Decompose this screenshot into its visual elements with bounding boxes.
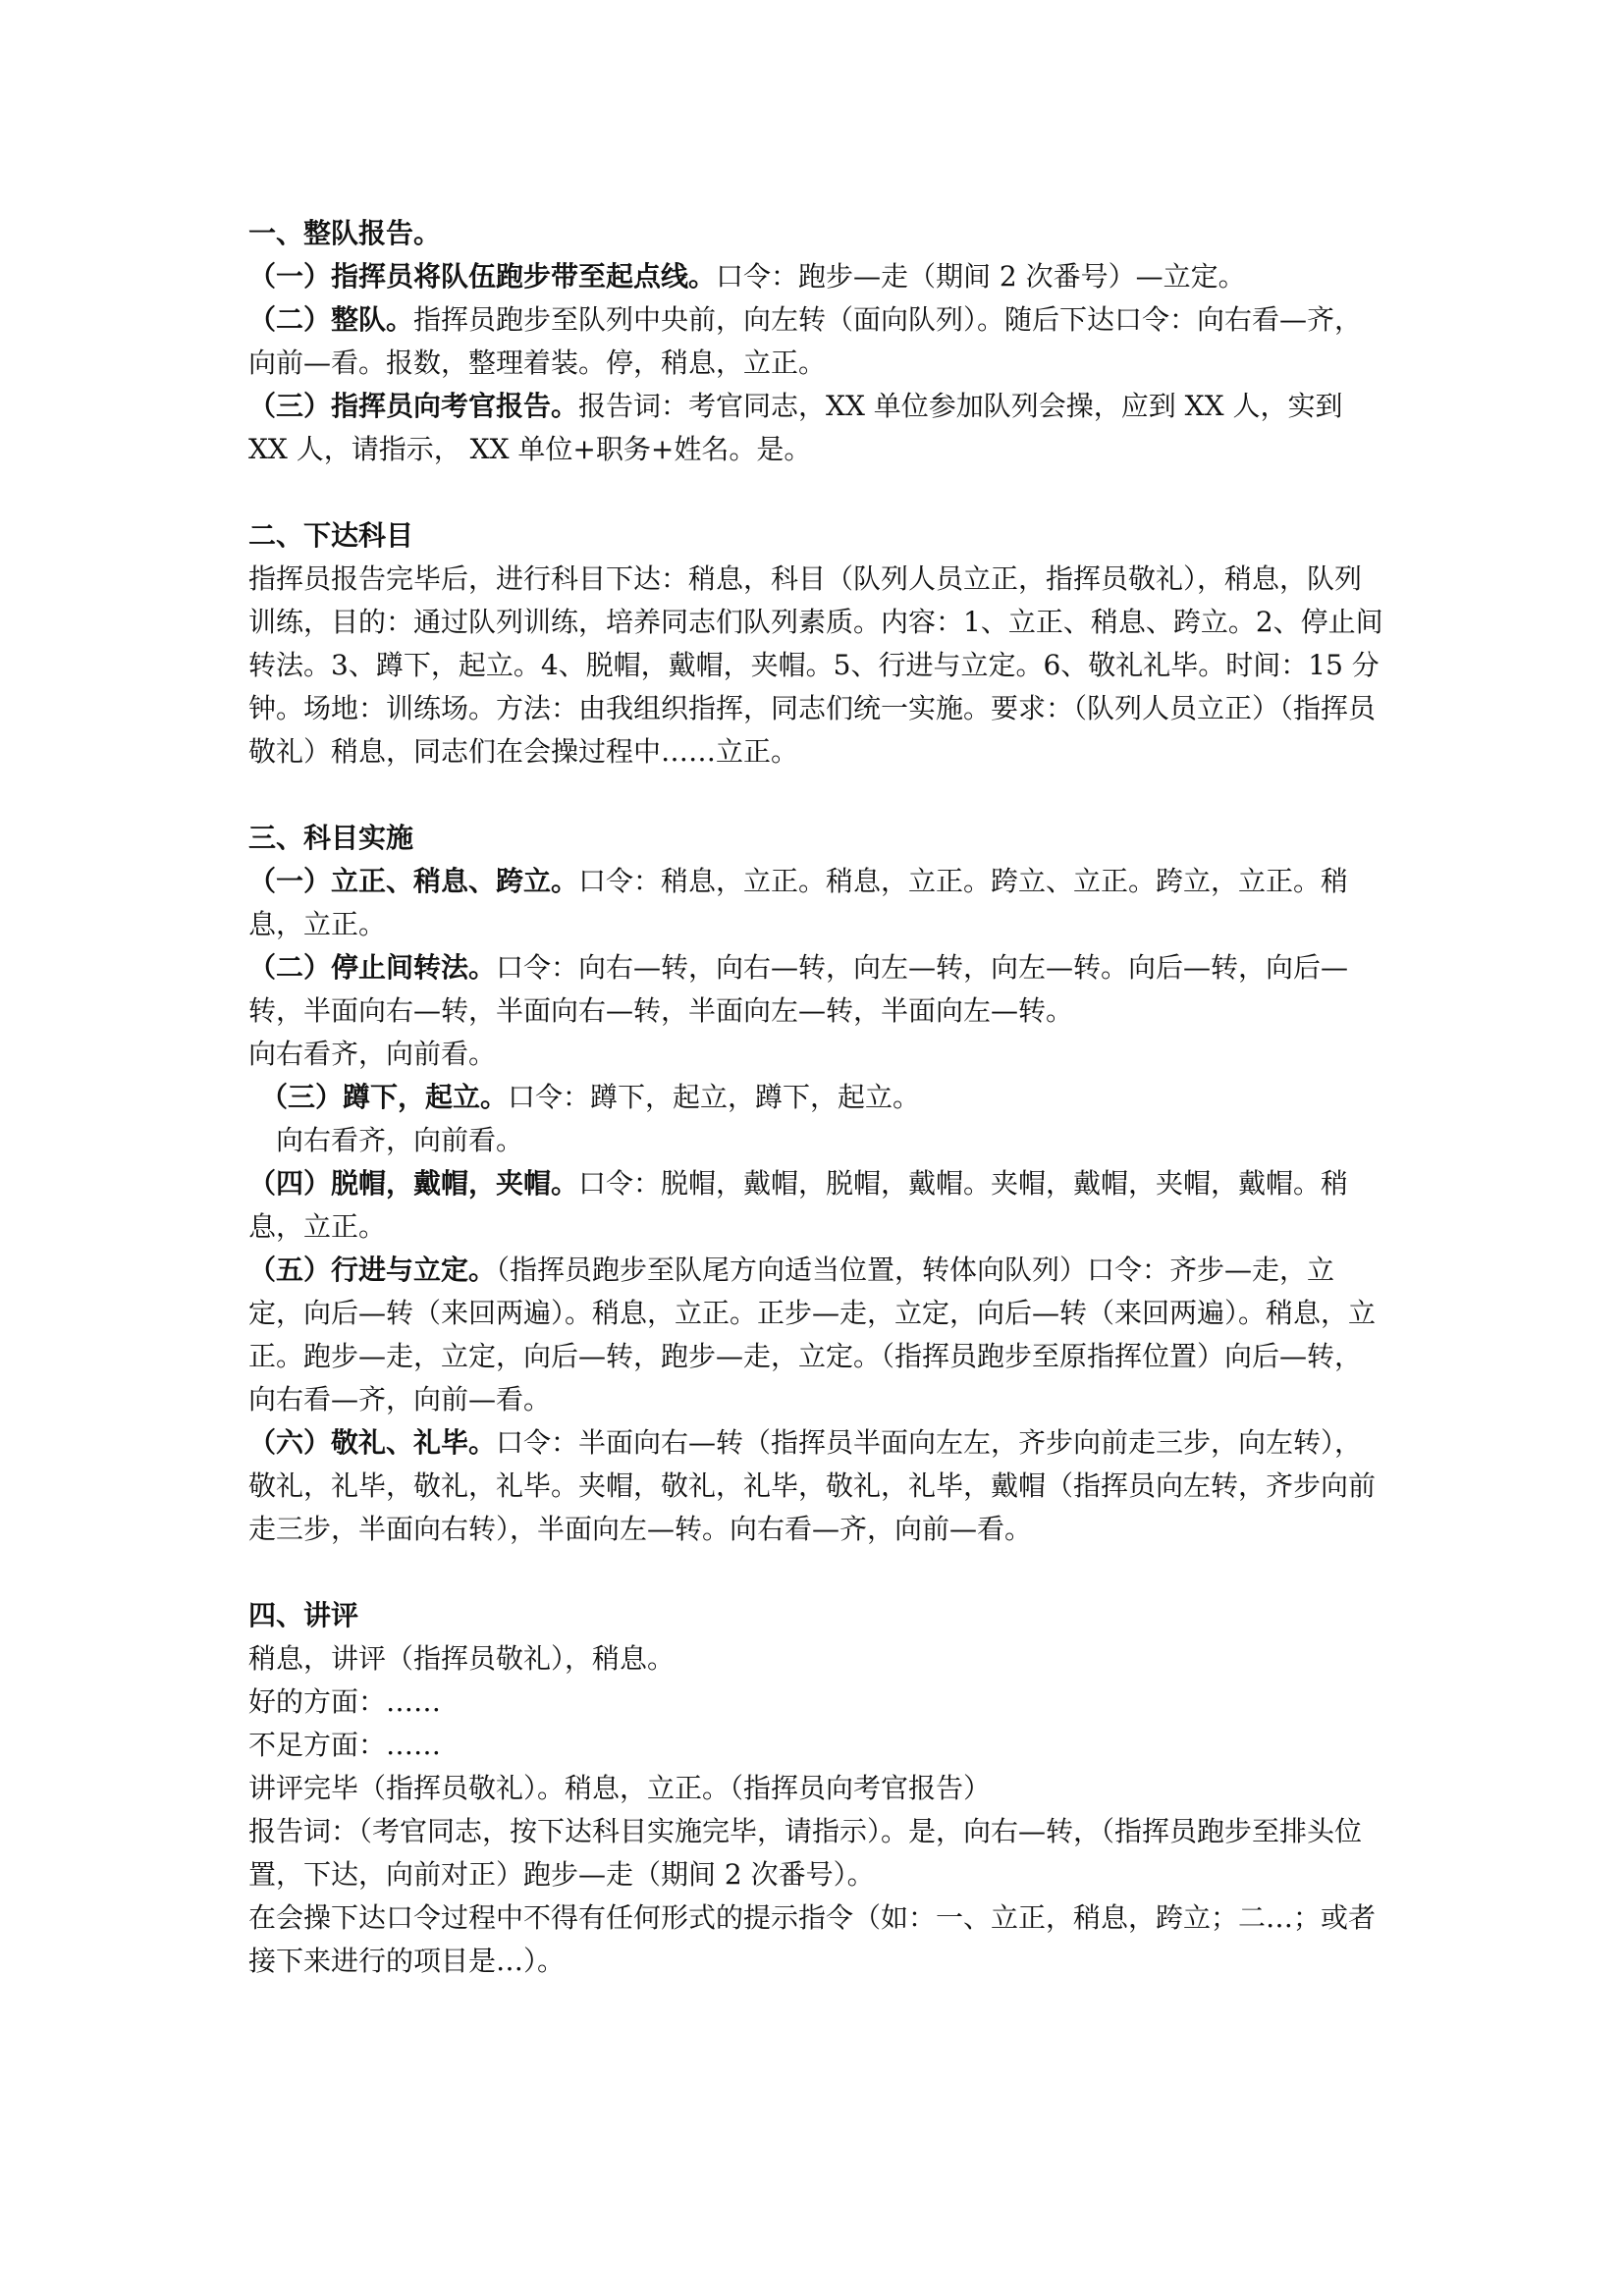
- review-line-3: 不足方面：……: [248, 1729, 442, 1761]
- section-title-subject-implementation: 三、科目实施: [248, 822, 414, 854]
- section-title-formation-report: 一、整队报告。: [248, 217, 442, 249]
- paragraph-3-4: [248, 1162, 1387, 1249]
- review-line-2: 好的方面：……: [248, 1685, 442, 1718]
- paragraph-3-1-heading: （一）立正、稍息、跨立。: [248, 865, 579, 897]
- paragraph-3-5: [248, 1249, 1387, 1421]
- paragraph-3-2-heading: （二）停止间转法。: [248, 951, 497, 984]
- paragraph-3-5-heading: （五）行进与立定。: [248, 1254, 497, 1286]
- paragraph-3-3-body: 口令：蹲下，起立，蹲下，起立。: [508, 1081, 921, 1113]
- review-line-4: 讲评完毕（指挥员敬礼）。稍息，立正。（指挥员向考官报告）: [248, 1772, 992, 1804]
- paragraph-3-1-body: 口令：稍息，立正。稍息，立正。跨立、立正。跨立，立正。稍息，立正。: [248, 865, 1349, 940]
- paragraph-3-6-body: 口令：半面向右—转（指挥员半面向左左，齐步向前走三步，向左转），敬礼，礼毕，敬礼，礼毕。夹帽，敬礼，礼毕，敬礼，礼毕，戴帽（指挥员向左转，齐步向前走三步，半面向右转），半面向左—转。向右看—齐，向前—看。: [248, 1426, 1377, 1545]
- section-gap: [248, 471, 1387, 514]
- paragraph-3-1: [248, 860, 1387, 946]
- paragraph-1-3-body: 报告词：考官同志，XX 单位参加队列会操，应到 XX 人，实到 XX 人，请指示， XX 单位+职务+姓名。是。: [248, 390, 1352, 465]
- paragraph-1-1-heading: （一）指挥员将队伍跑步带至起点线。: [248, 260, 717, 293]
- review-line-1: 稍息，讲评（指挥员敬礼），稍息。: [248, 1642, 676, 1675]
- paragraph-1-1: [248, 255, 1387, 298]
- paragraph-1-2-body: 指挥员跑步至队列中央前，向左转（面向队列）。随后下达口令：向右看—齐，向前—看。报数，整理着装。停，稍息，立正。: [248, 303, 1363, 379]
- paragraph-3-4-heading: （四）脱帽，戴帽，夹帽。: [248, 1167, 579, 1200]
- paragraph-2-body: 指挥员报告完毕后，进行科目下达：稍息，科目（队列人员立正，指挥员敬礼），稍息，队列训练，目的：通过队列训练，培养同志们队列素质。内容：1、立正、稍息、跨立。2、停止间转法。3、蹲下，起立。4、脱帽，戴帽，夹帽。5、行进与立定。6、敬礼礼毕。时间：15 分钟。场地：训练场。方法：由我组织指挥，同志们统一实施。要求：（队列人员立正）（指挥员敬礼）稍息，同志们在会操过程中……立正。: [248, 562, 1383, 768]
- section-title-assign-subjects: 二、下达科目: [248, 519, 414, 552]
- paragraph-3-3: [248, 1076, 1387, 1119]
- review-line-6: 在会操下达口令过程中不得有任何形式的提示指令（如：一、立正，稍息，跨立；二…；或者接下来进行的项目是…）。: [248, 1901, 1377, 1977]
- paragraph-3-2-extra: 向右看齐，向前看。: [248, 1038, 497, 1070]
- section-gap: [248, 774, 1387, 817]
- paragraph-1-2: [248, 298, 1387, 385]
- paragraph-3-6: [248, 1421, 1387, 1551]
- paragraph-3-4-body: 口令：脱帽，戴帽，脱帽，戴帽。夹帽，戴帽，夹帽，戴帽。稍息，立正。: [248, 1167, 1349, 1243]
- paragraph-1-3: [248, 385, 1387, 471]
- paragraph-3-2-body: 口令：向右—转，向右—转，向左—转，向左—转。向后—转，向后—转，半面向右—转，半面向右—转，半面向左—转，半面向左—转。: [248, 951, 1349, 1027]
- paragraph-3-5-body: （指挥员跑步至队尾方向适当位置，转体向队列）口令：齐步—走，立定，向后—转（来回两遍）。稍息，立正。正步—走，立定，向后—转（来回两遍）。稍息，立正。跑步—走，立定，向后—转，跑步—走，立定。（指挥员跑步至原指挥位置）向后—转，向右看—齐，向前—看。: [248, 1254, 1377, 1415]
- document-page: [248, 212, 1387, 1983]
- paragraph-3-3-extra: 向右看齐，向前看。: [276, 1124, 524, 1156]
- paragraph-3-3-heading: （三）蹲下，起立。: [260, 1081, 509, 1113]
- paragraph-1-2-heading: （二）整队。: [248, 303, 414, 336]
- paragraph-3-2: [248, 946, 1387, 1033]
- section-title-review: 四、讲评: [248, 1599, 359, 1631]
- paragraph-1-3-heading: （三）指挥员向考官报告。: [248, 390, 579, 422]
- review-line-5: 报告词：（考官同志，按下达科目实施完毕，请指示）。是，向右—转，（指挥员跑步至排头位置，下达，向前对正）跑步—走（期间 2 次番号）。: [248, 1815, 1363, 1891]
- paragraph-3-6-heading: （六）敬礼、礼毕。: [248, 1426, 497, 1459]
- section-gap: [248, 1551, 1387, 1594]
- paragraph-1-1-body: 口令：跑步—走（期间 2 次番号）—立定。: [716, 260, 1246, 293]
